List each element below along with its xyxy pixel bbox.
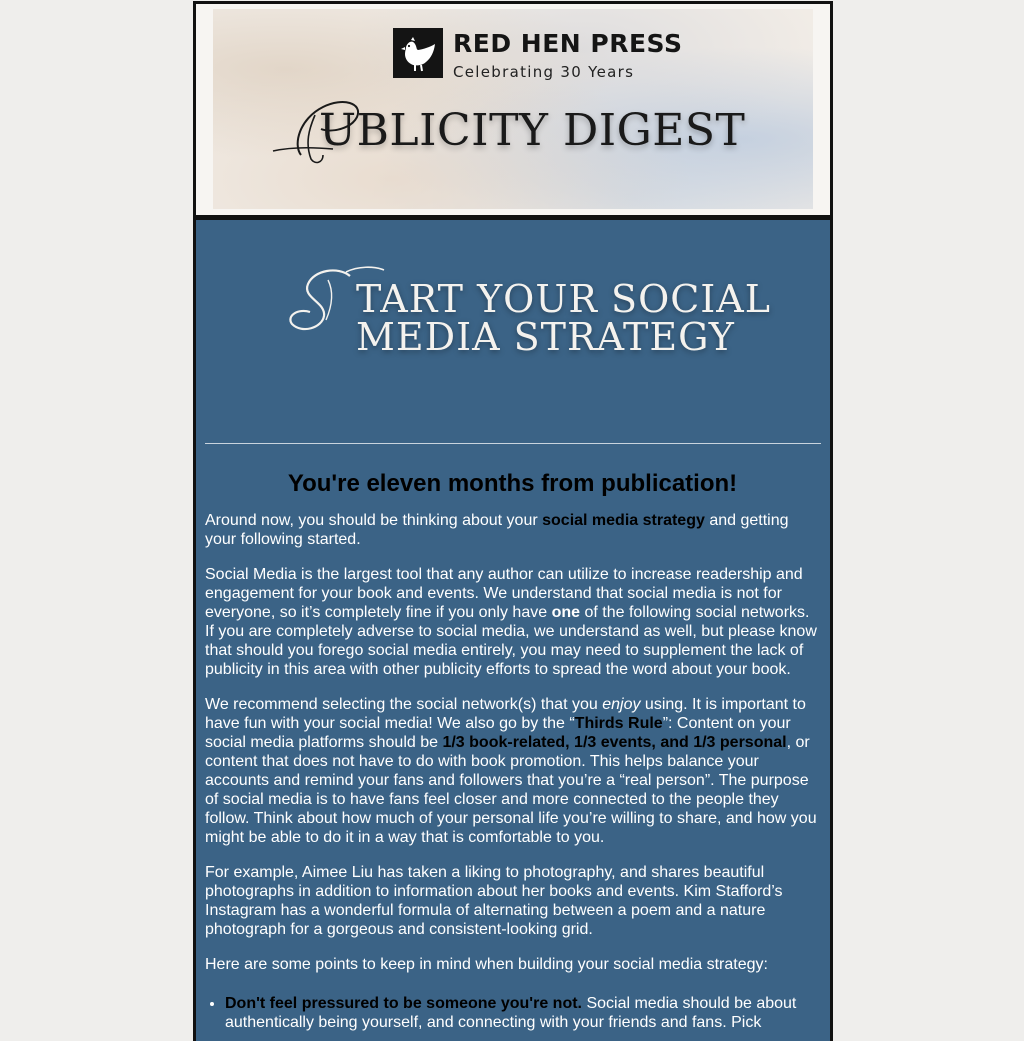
highlight-thirds-breakdown: 1/3 book-related, 1/3 events, and 1/3 personal [442,734,787,751]
digest-title-text: UBLICITY DIGEST [319,105,746,156]
text-run: using. It is important to have fun with your social media! We also go by the “ [205,696,806,732]
emphasis-one: one [551,604,581,621]
paragraph-examples: For example, Aimee Liu has taken a liking to photography, and shares beautiful photographs in addition to information about her books and events. Kim Stafford’s Instagram has a wonderful formula of alternating between a poem and a nature photograph for a gorgeous and consistent-looking grid. [205,864,783,938]
paragraph-intro [205,511,820,549]
article-body [196,444,830,1032]
paragraph-social-media-tool [205,565,820,679]
header-banner [213,9,813,209]
text-run: Social media should be about authentically being yourself, and connecting with your friends and fans. Pick [225,995,797,1031]
text-run: of the following social networks. If you are completely adverse to social media, we understand as well, but please know that should you forego social media entirely, you may need to supplement the lack of publicity in this area with other publicity efforts to spread the word about your book. [205,604,817,678]
newsletter-header [196,1,830,220]
paragraph-points-intro: Here are some points to keep in mind when building your social media strategy: [205,956,768,973]
hero-title-block [196,220,830,430]
newsletter-frame [193,1,833,1041]
paragraph-thirds-rule [205,695,820,847]
publicity-digest-title [271,89,791,169]
hero-title-line-1: TART YOUR SOCIAL [356,277,771,321]
hero-title-line-2: MEDIA STRATEGY [356,315,735,359]
text-run: ”: Content on your social media platforms should be [205,715,791,751]
text-run: We recommend selecting the social network(s) that you [205,696,603,713]
text-run: Social Media is the largest tool that any author can utilize to increase readership and engagement for your book and events. We understand that social media is not for everyone, so it’s completely fine if you only have [205,566,803,621]
bullet-lead: Don't feel pressured to be someone you're not. [225,995,582,1012]
hen-icon [393,28,443,78]
strategy-points-list [205,994,820,1032]
list-item [225,994,820,1032]
highlight-social-media-strategy: social media strategy [542,512,705,529]
emphasis-enjoy: enjoy [602,696,641,713]
text-run: and getting your following started. [205,512,789,548]
press-tagline: Celebrating 30 Years [453,63,635,81]
text-run: , or content that does not have to do with book promotion. This helps balance your accounts and remind your fans and followers that you’re a “real person”. The purpose of social media is to have fans feel closer and more connected to the people they follow. Think about how much of your personal life you’re willing to share, and how you might be able to do it in a way that is comfortable to you. [205,734,817,846]
press-name: RED HEN PRESS [453,29,683,58]
article-headline: You're eleven months from publication! [287,470,738,497]
highlight-thirds-rule: Thirds Rule [574,715,663,732]
text-run: Around now, you should be thinking about your [205,512,543,529]
